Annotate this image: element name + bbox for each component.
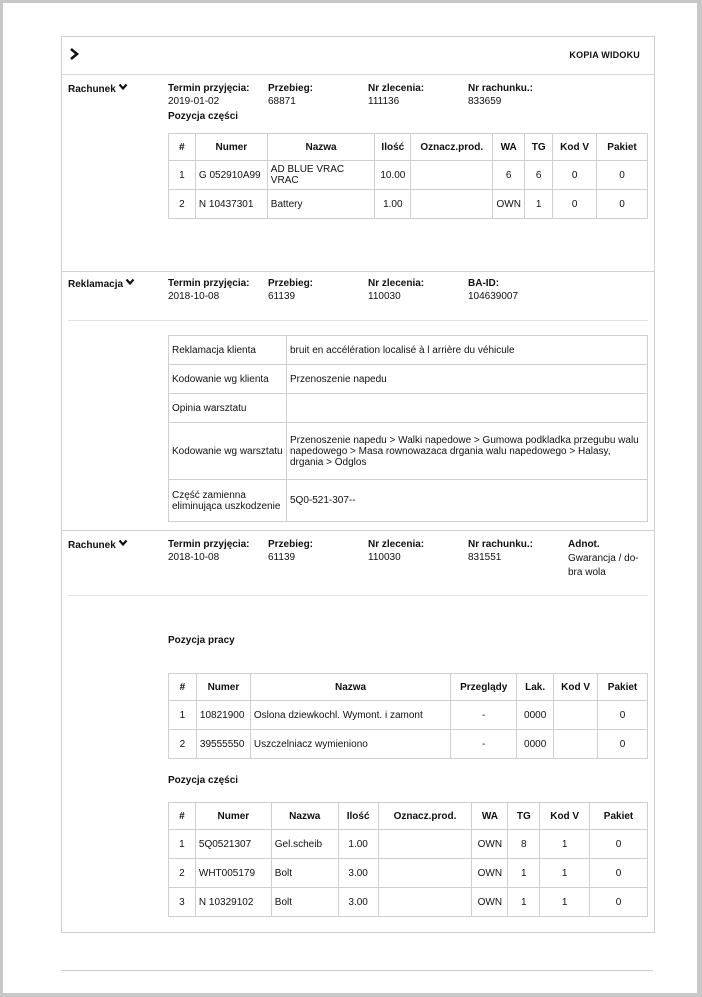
complaint-info-table: [168, 335, 648, 522]
table-cell: 2: [169, 190, 196, 219]
table-cell: 0000: [517, 730, 554, 759]
field-przebieg: Przebieg: 68871: [268, 83, 314, 107]
table-cell: [411, 190, 493, 219]
table-cell: 1: [169, 701, 197, 730]
chevron-down-icon: [118, 83, 128, 91]
table-cell: [411, 161, 493, 190]
work-table: [168, 673, 648, 759]
column-header: Przeglądy: [451, 674, 517, 701]
info-value: Przenoszenie napedu: [287, 365, 648, 394]
info-row: [169, 480, 648, 522]
table-cell: 1.00: [338, 830, 378, 859]
table-cell: 1: [540, 859, 590, 888]
field-adnot: Adnot. Gwarancja / do-bra wola: [568, 539, 639, 578]
field-przebieg: Przebieg: 61139: [268, 539, 314, 563]
column-header: Pakiet: [597, 134, 648, 161]
section-toggle[interactable]: [68, 83, 128, 95]
table-row: [169, 701, 648, 730]
column-header: Oznacz.prod.: [411, 134, 493, 161]
table-cell: WHT005179: [195, 859, 271, 888]
table-cell: 3.00: [338, 888, 378, 917]
subheading-parts: Pozycja części: [168, 111, 239, 122]
table-cell: OWN: [472, 888, 508, 917]
info-label: Opinia warsztatu: [169, 394, 287, 423]
table-cell: 1: [540, 830, 590, 859]
table-cell: 1: [169, 830, 196, 859]
field-termin: Termin przyjęcia: 2018-10-08: [168, 539, 250, 563]
table-row: [169, 730, 648, 759]
column-header: Numer: [195, 803, 271, 830]
column-header: Oznacz.prod.: [378, 803, 472, 830]
section-title: Rachunek: [68, 84, 116, 95]
table-row: [169, 161, 648, 190]
table-row: [169, 190, 648, 219]
table-cell: Battery: [267, 190, 375, 219]
chevron-right-icon[interactable]: [68, 47, 80, 61]
field-termin: Termin przyjęcia: 2018-10-08: [168, 278, 250, 302]
column-header: TG: [508, 803, 540, 830]
column-header: #: [169, 134, 196, 161]
table-row: [169, 859, 648, 888]
table-cell: N 10329102: [195, 888, 271, 917]
field-przebieg: Przebieg: 61139: [268, 278, 314, 302]
copy-view-button[interactable]: KOPIA WIDOKU: [569, 50, 640, 60]
column-header: #: [169, 803, 196, 830]
table-cell: 1: [508, 888, 540, 917]
table-cell: 8: [508, 830, 540, 859]
info-label: Reklamacja klienta: [169, 336, 287, 365]
table-cell: Bolt: [271, 888, 338, 917]
table-cell: 1: [169, 161, 196, 190]
info-row: [169, 394, 648, 423]
field-nr-zlecenia: Nr zlecenia: 110030: [368, 278, 425, 302]
table-cell: [554, 730, 598, 759]
column-header: Kod V: [540, 803, 590, 830]
parts-table: [168, 802, 648, 917]
complaint-section: [62, 272, 654, 530]
table-cell: 2: [169, 859, 196, 888]
field-nr-zlecenia: Nr zlecenia: 110030: [368, 539, 425, 563]
table-cell: [378, 888, 472, 917]
top-bar: [62, 37, 654, 75]
divider: [68, 595, 648, 596]
document-card: [61, 36, 655, 933]
table-cell: N 10437301: [195, 190, 267, 219]
info-label: Kodowanie wg klienta: [169, 365, 287, 394]
table-cell: OWN: [472, 859, 508, 888]
table-cell: 10821900: [196, 701, 250, 730]
table-cell: 0: [553, 161, 597, 190]
section-title: Reklamacja: [68, 279, 124, 290]
table-cell: 2: [169, 730, 197, 759]
table-cell: 1: [540, 888, 590, 917]
table-cell: [378, 830, 472, 859]
table-cell: 1: [525, 190, 553, 219]
column-header: Pakiet: [590, 803, 648, 830]
column-header: WA: [493, 134, 525, 161]
table-cell: 6: [493, 161, 525, 190]
column-header: Nazwa: [250, 674, 450, 701]
field-nr-zlecenia: Nr zlecenia: 111136: [368, 83, 425, 107]
info-label: Część zamienna eliminująca uszkodzenie: [169, 480, 287, 522]
column-header: Kod V: [554, 674, 598, 701]
page-sheet: [3, 3, 697, 993]
info-value: [287, 394, 648, 423]
info-value: Przenoszenie napedu > Walki napedowe > Gumowa podkladka przegubu walu napedowego > Masa rownowazaca drgania walu napedowego > Halasy, drgania > Odglos: [287, 423, 648, 480]
table-cell: Uszczelniacz wymieniono: [250, 730, 450, 759]
table-cell: OWN: [493, 190, 525, 219]
table-cell: 3: [169, 888, 196, 917]
table-cell: Bolt: [271, 859, 338, 888]
info-row: [169, 336, 648, 365]
table-cell: 0: [590, 888, 648, 917]
table-row: [169, 888, 648, 917]
table-cell: 0000: [517, 701, 554, 730]
section-title: Rachunek: [68, 540, 116, 551]
table-cell: 39555550: [196, 730, 250, 759]
info-row: [169, 365, 648, 394]
column-header: Numer: [195, 134, 267, 161]
section-toggle[interactable]: [68, 278, 135, 290]
table-cell: Oslona dziewkochl. Wymont. i zamont: [250, 701, 450, 730]
chevron-down-icon: [125, 278, 135, 286]
field-ba-id: BA-ID: 104639007: [468, 278, 519, 302]
invoice-section-2: [62, 531, 654, 931]
field-termin: Termin przyjęcia: 2019-01-02: [168, 83, 250, 107]
table-cell: 0: [590, 830, 648, 859]
subheading-work: Pozycja pracy: [168, 635, 235, 646]
column-header: Pakiet: [598, 674, 648, 701]
table-cell: 6: [525, 161, 553, 190]
column-header: Ilość: [375, 134, 411, 161]
column-header: Lak.: [517, 674, 554, 701]
column-header: WA: [472, 803, 508, 830]
column-header: Nazwa: [267, 134, 375, 161]
column-header: Nazwa: [271, 803, 338, 830]
table-cell: [554, 701, 598, 730]
table-cell: G 052910A99: [195, 161, 267, 190]
info-row: [169, 423, 648, 480]
invoice-section-1: [62, 75, 654, 271]
footer-divider: [61, 970, 653, 971]
table-row: [169, 830, 648, 859]
column-header: TG: [525, 134, 553, 161]
table-cell: Gel.scheib: [271, 830, 338, 859]
table-cell: 5Q0521307: [195, 830, 271, 859]
table-cell: 3.00: [338, 859, 378, 888]
chevron-down-icon: [118, 539, 128, 547]
table-cell: -: [451, 701, 517, 730]
column-header: Kod V: [553, 134, 597, 161]
field-nr-rachunku: Nr rachunku.: 831551: [468, 539, 534, 563]
section-toggle[interactable]: [68, 539, 128, 551]
table-cell: 0: [590, 859, 648, 888]
column-header: Ilość: [338, 803, 378, 830]
subheading-parts: Pozycja części: [168, 775, 239, 786]
field-nr-rachunku: Nr rachunku.: 833659: [468, 83, 534, 107]
table-cell: 0: [597, 161, 648, 190]
table-cell: [378, 859, 472, 888]
column-header: Numer: [196, 674, 250, 701]
table-cell: -: [451, 730, 517, 759]
table-cell: 0: [598, 730, 648, 759]
table-cell: 10.00: [375, 161, 411, 190]
table-cell: 0: [598, 701, 648, 730]
info-value: 5Q0-521-307--: [287, 480, 648, 522]
table-cell: 1.00: [375, 190, 411, 219]
table-cell: 1: [508, 859, 540, 888]
table-cell: OWN: [472, 830, 508, 859]
info-label: Kodowanie wg warsztatu: [169, 423, 287, 480]
table-cell: 0: [553, 190, 597, 219]
table-cell: AD BLUE VRAC VRAC: [267, 161, 375, 190]
info-value: bruit en accélération localisé à l arrière du véhicule: [287, 336, 648, 365]
parts-table: [168, 133, 648, 219]
divider: [68, 320, 648, 321]
column-header: #: [169, 674, 197, 701]
table-cell: 0: [597, 190, 648, 219]
